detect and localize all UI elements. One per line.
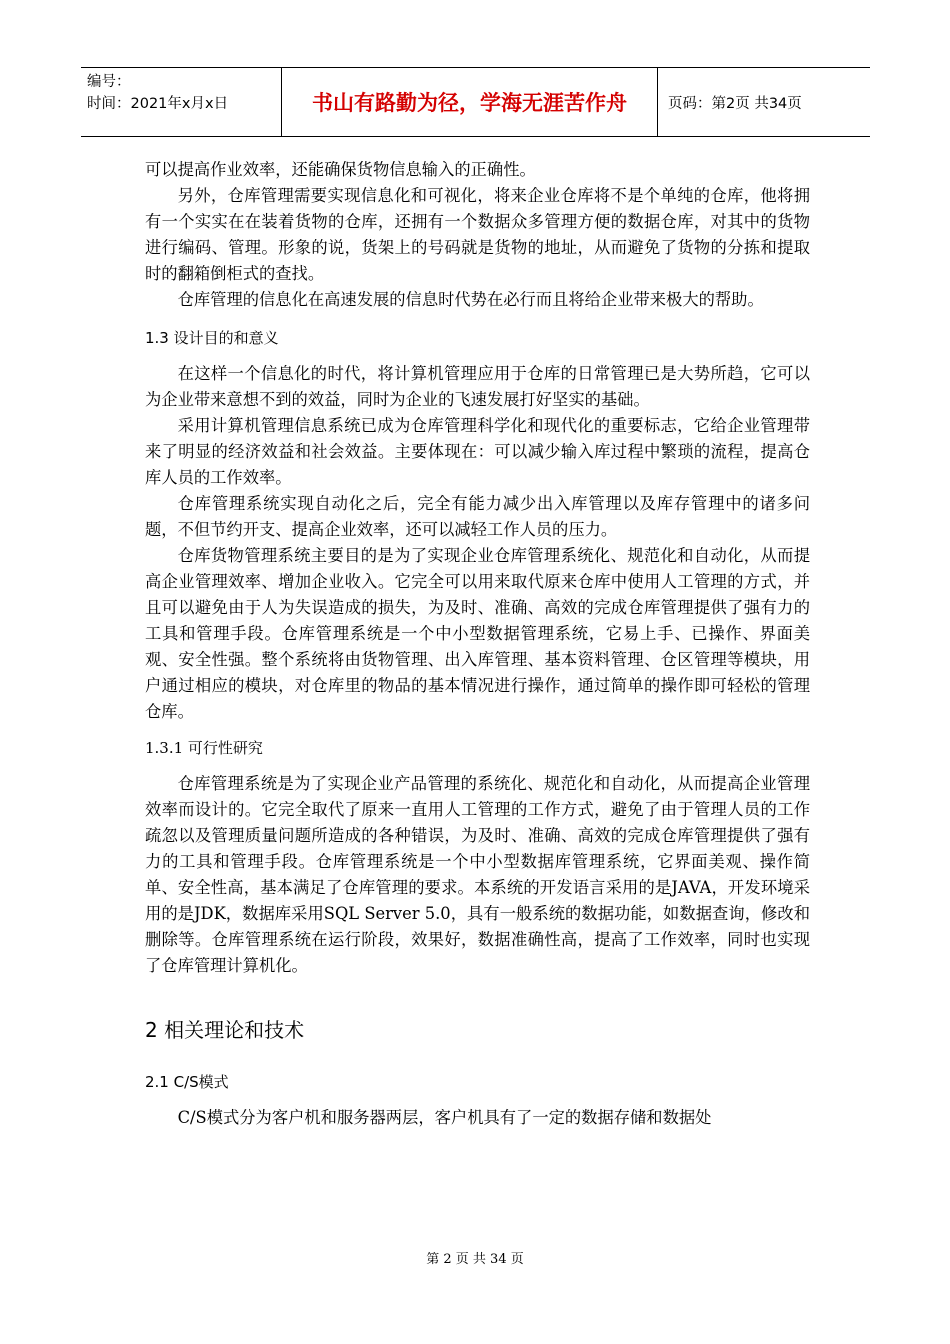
section-heading-2-1: 2.1 C/S模式 bbox=[145, 1073, 229, 1091]
paragraph: 仓库管理系统实现自动化之后，完全有能力减少出入库管理以及库存管理中的诸多问题，不但节约开支、提高企业效率，还可以减轻工作人员的压力。 bbox=[145, 494, 810, 539]
document-number-label: 编号： bbox=[87, 74, 131, 90]
chapter-heading-2: 2 相关理论和技术 bbox=[145, 1018, 305, 1042]
paragraph: C/S模式分为客户机和服务器两层，客户机具有了一定的数据存储和数据处 bbox=[177, 1108, 712, 1127]
document-time-label: 时间：2021年x月x日 bbox=[87, 96, 229, 112]
section-heading-1-3: 1.3 设计目的和意义 bbox=[145, 329, 279, 347]
section-heading-1-3-1: 1.3.1 可行性研究 bbox=[145, 739, 263, 757]
paragraph: 在这样一个信息化的时代，将计算机管理应用于仓库的日常管理已是大势所趋，它可以为企业带来意想不到的效益，同时为企业的飞速发展打好坚实的基础。 bbox=[145, 364, 810, 409]
paragraph: 采用计算机管理信息系统已成为仓库管理科学化和现代化的重要标志，它给企业管理带来了明显的经济效益和社会效益。主要体现在：可以减少输入库过程中繁琐的流程，提高仓库人员的工作效率。 bbox=[145, 416, 810, 487]
document-body bbox=[145, 157, 810, 1131]
paragraph: 仓库货物管理系统主要目的是为了实现企业仓库管理系统化、规范化和自动化，从而提高企业管理效率、增加企业收入。它完全可以用来取代原来仓库中使用人工管理的方式，并且可以避免由于人为失误造成的损失，为及时、准确、高效的完成仓库管理提供了强有力的工具和管理手段。仓库管理系统是一个中小型数据管理系统，它易上手、已操作、界面美观、安全性强。整个系统将由货物管理、出入库管理、基本资料管理、仓区管理等模块，用户通过相应的模块，对仓库里的物品的基本情况进行操作，通过简单的操作即可轻松的管理仓库。 bbox=[145, 546, 810, 721]
header-meta bbox=[81, 68, 281, 136]
header-page-info: 页码：第2页 共34页 bbox=[668, 95, 802, 112]
header-motto: 书山有路勤为径，学海无涯苦作舟 bbox=[281, 68, 658, 136]
page-header bbox=[81, 67, 870, 137]
page-footer: 第 2 页 共 34 页 bbox=[426, 1252, 524, 1267]
paragraph: 另外，仓库管理需要实现信息化和可视化，将来企业仓库将不是个单纯的仓库，他将拥有一个实实在在装着货物的仓库，还拥有一个数据众多管理方便的数据仓库，对其中的货物进行编码、管理。形象的说，货架上的号码就是货物的地址，从而避免了货物的分拣和提取时的翻箱倒柜式的查找。 bbox=[145, 186, 810, 283]
paragraph: 仓库管理系统是为了实现企业产品管理的系统化、规范化和自动化，从而提高企业管理效率而设计的。它完全取代了原来一直用人工管理的工作方式，避免了由于管理人员的工作疏忽以及管理质量问题所造成的各种错误，为及时、准确、高效的完成仓库管理提供了强有力的工具和管理手段。仓库管理系统是一个中小型数据库管理系统，它界面美观、操作简单、安全性高，基本满足了仓库管理的要求。本系统的开发语言采用的是JAVA，开发环境采用的是JDK，数据库采用SQL Server 5.0，具有一般系统的数据功能，如数据查询，修改和删除等。仓库管理系统在运行阶段，效果好，数据准确性高，提高了工作效率，同时也实现了仓库管理计算机化。 bbox=[145, 774, 810, 975]
paragraph: 仓库管理的信息化在高速发展的信息时代势在必行而且将给企业带来极大的帮助。 bbox=[177, 290, 764, 309]
paragraph: 可以提高作业效率，还能确保货物信息输入的正确性。 bbox=[145, 160, 536, 179]
